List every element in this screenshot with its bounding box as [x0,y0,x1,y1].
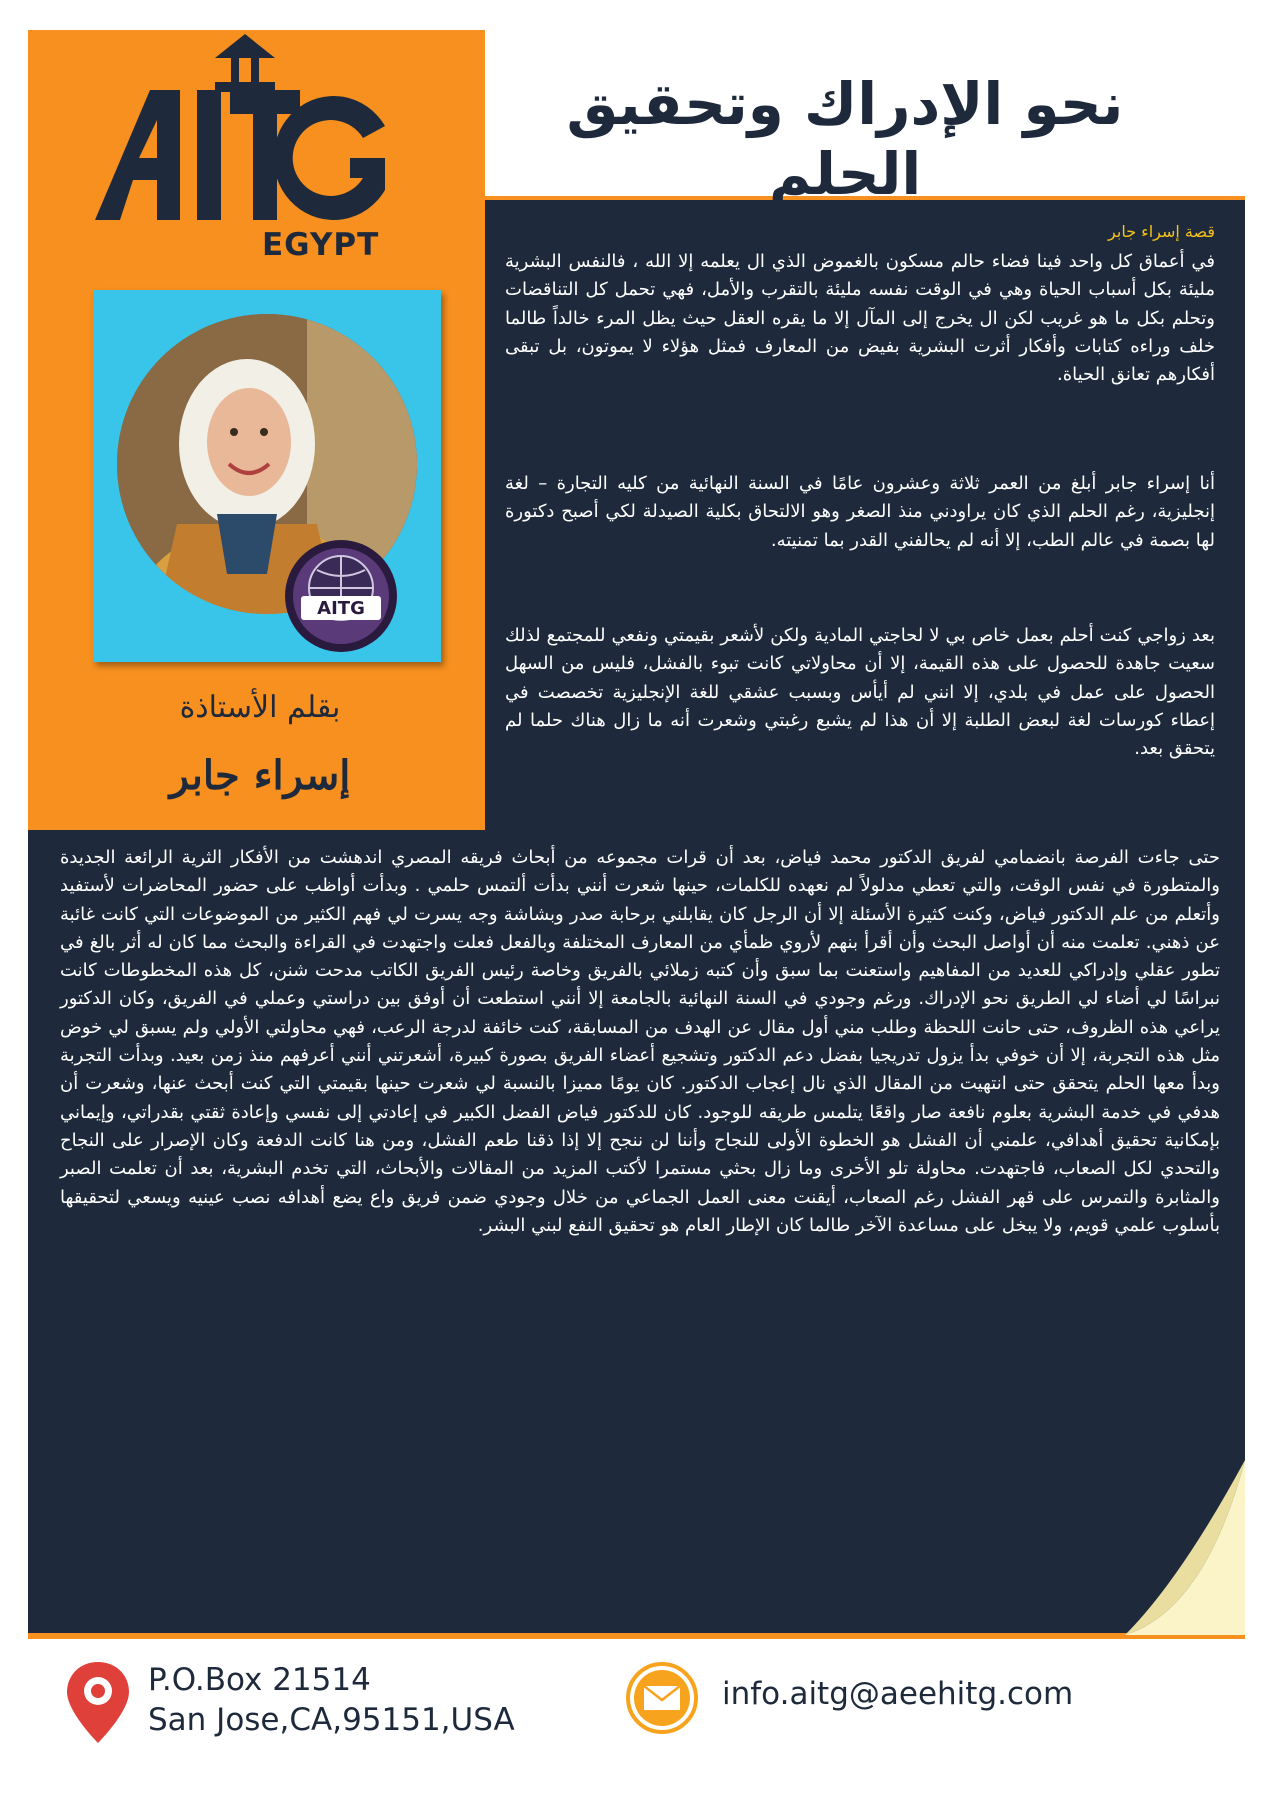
aitg-badge-icon [283,538,399,654]
badge-text: AITG [317,598,365,619]
article-paragraph-3: بعد زواجي كنت أحلم بعمل خاص بي لا لحاجتي المادية ولكن لأشعر بقيمتي ونفعي للمجتمع لذلك سعيت جاهدة للحصول على هذه القيمة، إلا أن محاولاتي كانت تبوء بالفشل، فليس من السهل الحصول على عمل في بلدي، إلا انني لم أيأس وبسبب عشقي للغة الإنجليزية تخصصت في إعطاء كورسات لغة لبعض الطلبة إلا أن هذا لم يشبع رغبتي وشعرت أنه ما زال هناك حلما لم يتحقق بعد. [505,625,1215,760]
article-paragraph-4: حتى جاءت الفرصة بانضمامي لفريق الدكتور محمد فياض، بعد أن قرات مجموعه من أبحاث فريقه المصري اندهشت من الأفكار الثرية الرائعة الجديدة والمتطورة في نفس الوقت، والتي تعطي مدلولاً لم نعهده للكلمات، حينها شعرت أنني بدأت ألتمس حلمي . وبدأت أواظب على حضور المحاضرات لأستفيد وأتعلم من علم الدكتور فياض، وكنت كثيرة الأسئلة إلا أن الرجل كان يقابلني برحابة صدر وبشاشة وجه يسرت لي فهم الكثير من الموضوعات التي كانت غائبة عن ذهني. تعلمت منه أن أواصل البحث وأن أقرأ بنهم لأروي ظمأي من المعارف المختلفة وبالفعل فعلت واجتهدت في القراءة والبحث مما كان له أثر بالغ في تطور عقلي وإدراكي للعديد من المفاهيم واستعنت بما سبق وأن كتبه زملائي بالفريق وخاصة رئيس الفريق الكاتب مدحت شنن، كل هذه المخطوطات كانت نبراسًا لي أضاء لي الطريق نحو الإدراك. ورغم وجودي في السنة النهائية بالجامعة إلا أنني استطعت أن أوفق بين دراستي وعملي في الفريق، وكان الدكتور يراعي هذه الظروف، حتى حانت اللحظة وطلب مني أول مقال عن الهدف من المسابقة، كنت خائفة لدرجة الرعب، فهي محاولتي الأولي ولم يسبق لي خوض مثل هذه التجربة، إلا أن خوفي بدأ يزول تدريجيا بفضل دعم الدكتور وتشجيع أعضاء الفريق بصورة كبيرة، أشعرتني أنني أعرفهم منذ زمن بعيد. وبدأت التجربة وبدأ معها الحلم يتحقق حتى انتهيت من المقال الذي نال إعجاب الدكتور. كان يومًا مميزا بالنسبة لي شعرت حينها بقيمتي التي كنت أبحث عنها، وشعرت أن هدفي في خدمة البشرية بعلوم نافعة صار واقعًا يتلمس طريقه للوجود. كان للدكتور فياض الفضل الكبير في إعادتي إلى نفسي وإعادة ثقتي بقدراتي، وإيماني بإمكانية تحقيق أهدافي، علمني أن الفشل هو الخطوة الأولى للنجاح وأننا لن ننجح إلا إذا ذقنا طعم الفشل، ومن هنا كانت الدفعة وكان الإصرار على النجاح والتحدي لكل الصعاب، فاجتهدت. محاولة تلو الأخرى وما زال بحثي مستمرا لأكتب المزيد من المقالات والأبحاث، التي تخدم البشرية، بعد أن تعلمت الصبر والمثابرة والتمرس على قهر الفشل رغم الصعاب، أيقنت معنى العمل الجماعي من خلال وجودي ضمن فريق واع يضع أهدافه نصب عينيه ويسعي لتحقيقها بأسلوب علمي قويم، ولا يبخل على مساعدة الآخر طالما كان الإطار العام هو تحقيق النفع لبني البشر. [60,847,1220,1236]
article-paragraph-1: في أعماق كل واحد فينا فضاء حالم مسكون بالغموض الذي ال يعلمه إلا الله ، فالنفس البشرية مليئة بكل أسباب الحياة وهي في الوقت نفسه مليئة بالتقرب والأمل، فهي تحمل كل التناقضات وتحلم بكل ما هو غريب لكن ال يخرج إلى المآل إلا ما يقره العقل حيث يظل المرء خالداً طالما خلف وراءه كتابات وأفكار أثرت البشرية بفيض من المعارف فمثل هؤلاء لا يموتون، بل تبقى أفكارهم تعانق الحياة. [505,251,1215,386]
address-line-2: San Jose,CA,95151,USA [148,1702,515,1738]
page-title: نحو الإدراك وتحقيق الحلم [566,70,1124,208]
article-paragraph-2: أنا إسراء جابر أبلغ من العمر ثلاثة وعشرون عامًا في السنة النهائية من كليه التجارة – لغة إنجليزية، رغم الحلم الذي كان يراودني منذ الصغر وهو الالتحاق بكلية الصيدلة لكي أصبح دكتورة لها بصمة في عالم الطب، إلا أنه لم يحالفني القدر بما تمنيته. [505,473,1215,551]
bottom-divider [28,1633,1245,1639]
author-name: إسراء جابر [169,752,351,799]
footer-email[interactable]: info.aitg@aeehitg.com [722,1676,1074,1712]
author-label: بقلم الأستاذة [179,690,341,725]
footer-address [148,1660,515,1740]
location-pin-icon [65,1660,131,1745]
article-heading: قصة إسراء جابر [1108,222,1215,241]
address-line-1: P.O.Box 21514 [148,1662,371,1698]
mail-icon [626,1662,698,1734]
logo-subtext: EGYPT [262,227,380,263]
author-photo-frame [93,290,441,662]
page-curl-decoration [1085,1460,1245,1635]
